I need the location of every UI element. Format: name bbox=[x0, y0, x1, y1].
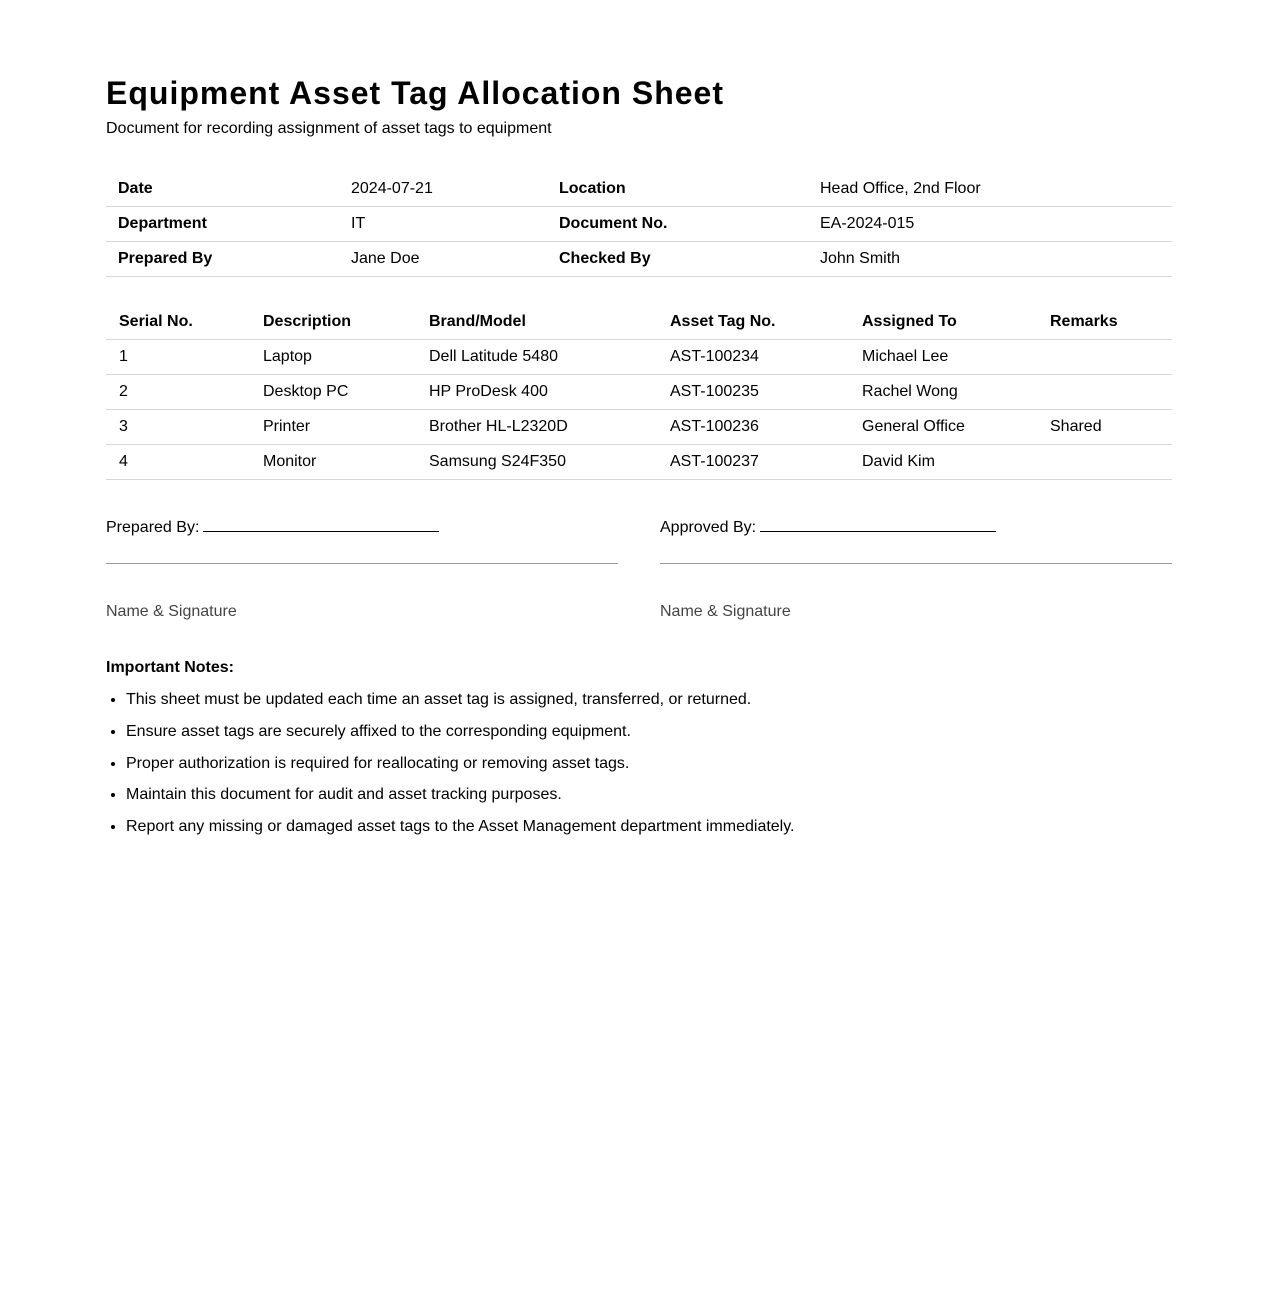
table-row bbox=[106, 375, 1172, 410]
table-row bbox=[106, 445, 1172, 480]
signature-section bbox=[106, 517, 1172, 622]
document-page bbox=[106, 0, 1172, 837]
approved-signature-block bbox=[660, 517, 1172, 622]
cell-remarks: Shared bbox=[1037, 410, 1172, 445]
cell-assigned-to: David Kim bbox=[849, 445, 1037, 480]
list-item: • Maintain this document for audit and asset tracking purposes. bbox=[126, 785, 1172, 805]
column-header-serial: Serial No. bbox=[106, 304, 250, 340]
info-row bbox=[106, 172, 1172, 207]
checked-by-label: Checked By bbox=[547, 242, 808, 277]
info-row bbox=[106, 207, 1172, 242]
signature-line bbox=[660, 563, 1172, 564]
signature-caption: Name & Signature bbox=[660, 603, 791, 620]
page-subtitle: Document for recording assignment of asset tags to equipment bbox=[106, 120, 552, 137]
cell-brand-model: Dell Latitude 5480 bbox=[416, 340, 657, 375]
cell-serial: 2 bbox=[106, 375, 250, 410]
cell-brand-model: Brother HL-L2320D bbox=[416, 410, 657, 445]
cell-assigned-to: Rachel Wong bbox=[849, 375, 1037, 410]
cell-assigned-to: Michael Lee bbox=[849, 340, 1037, 375]
list-item: • Ensure asset tags are securely affixed to the corresponding equipment. bbox=[126, 722, 1172, 742]
list-item: • Report any missing or damaged asset tags to the Asset Management department immediately. bbox=[126, 817, 1172, 837]
checked-by-value: John Smith bbox=[808, 242, 1172, 277]
document-number-value: EA-2024-015 bbox=[808, 207, 1172, 242]
asset-table-header bbox=[106, 304, 1172, 340]
signature-line bbox=[106, 563, 618, 564]
approved-signature-blank bbox=[760, 517, 996, 532]
cell-brand-model: Samsung S24F350 bbox=[416, 445, 657, 480]
date-value: 2024-07-21 bbox=[339, 172, 547, 207]
cell-serial: 3 bbox=[106, 410, 250, 445]
cell-serial: 4 bbox=[106, 445, 250, 480]
department-label: Department bbox=[106, 207, 339, 242]
cell-description: Printer bbox=[250, 410, 416, 445]
document-number-label: Document No. bbox=[547, 207, 808, 242]
table-row bbox=[106, 340, 1172, 375]
info-table bbox=[106, 172, 1172, 277]
cell-remarks bbox=[1037, 340, 1172, 375]
notes-list bbox=[106, 690, 1172, 837]
location-value: Head Office, 2nd Floor bbox=[808, 172, 1172, 207]
column-header-description: Description bbox=[250, 304, 416, 340]
cell-serial: 1 bbox=[106, 340, 250, 375]
column-header-asset-tag: Asset Tag No. bbox=[657, 304, 849, 340]
column-header-brand-model: Brand/Model bbox=[416, 304, 657, 340]
info-row bbox=[106, 242, 1172, 277]
page-title: Equipment Asset Tag Allocation Sheet bbox=[106, 75, 724, 111]
asset-table bbox=[106, 304, 1172, 480]
cell-brand-model: HP ProDesk 400 bbox=[416, 375, 657, 410]
approved-signature-label: Approved By: bbox=[660, 519, 757, 536]
date-label: Date bbox=[106, 172, 339, 207]
cell-assigned-to: General Office bbox=[849, 410, 1037, 445]
location-label: Location bbox=[547, 172, 808, 207]
list-item: • This sheet must be updated each time an asset tag is assigned, transferred, or returned. bbox=[126, 690, 1172, 710]
table-row bbox=[106, 410, 1172, 445]
notes-title: Important Notes: bbox=[106, 659, 234, 676]
prepared-signature-label: Prepared By: bbox=[106, 519, 200, 536]
column-header-remarks: Remarks bbox=[1037, 304, 1172, 340]
prepared-by-value: Jane Doe bbox=[339, 242, 547, 277]
cell-remarks bbox=[1037, 445, 1172, 480]
notes-section bbox=[106, 658, 1172, 837]
cell-description: Laptop bbox=[250, 340, 416, 375]
cell-description: Monitor bbox=[250, 445, 416, 480]
approved-signature-field bbox=[660, 517, 1172, 537]
column-header-assigned-to: Assigned To bbox=[849, 304, 1037, 340]
signature-caption: Name & Signature bbox=[106, 603, 237, 620]
prepared-signature-field bbox=[106, 517, 618, 537]
cell-remarks bbox=[1037, 375, 1172, 410]
cell-asset-tag: AST-100237 bbox=[657, 445, 849, 480]
cell-description: Desktop PC bbox=[250, 375, 416, 410]
prepared-signature-blank bbox=[203, 517, 439, 532]
cell-asset-tag: AST-100236 bbox=[657, 410, 849, 445]
cell-asset-tag: AST-100234 bbox=[657, 340, 849, 375]
prepared-signature-block bbox=[106, 517, 618, 622]
department-value: IT bbox=[339, 207, 547, 242]
prepared-by-label: Prepared By bbox=[106, 242, 339, 277]
cell-asset-tag: AST-100235 bbox=[657, 375, 849, 410]
list-item: • Proper authorization is required for reallocating or removing asset tags. bbox=[126, 754, 1172, 774]
